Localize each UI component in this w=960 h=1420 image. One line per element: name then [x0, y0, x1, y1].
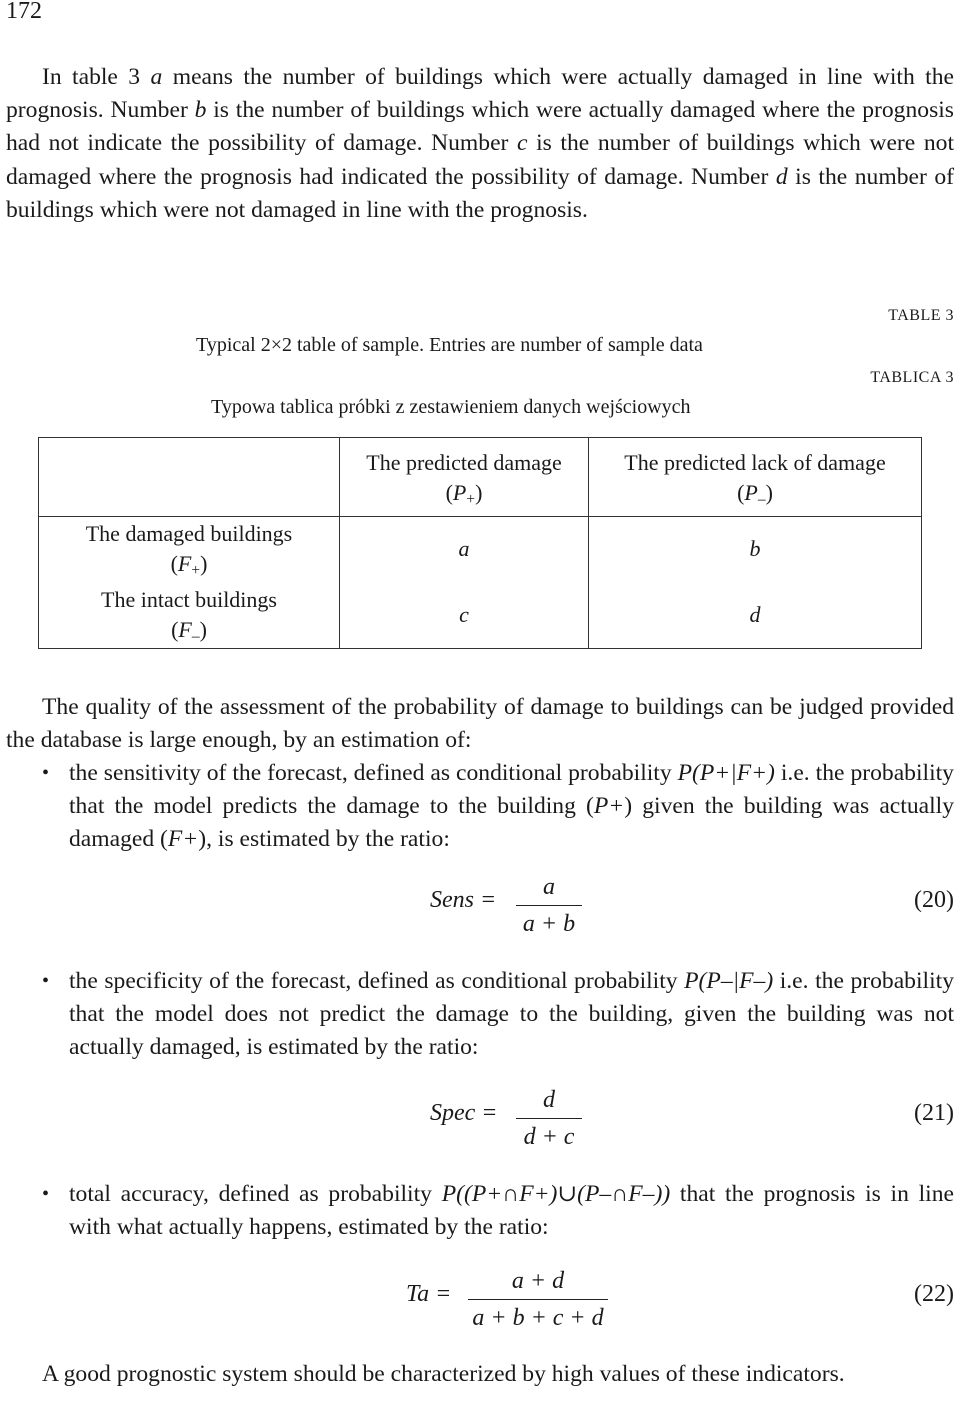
intro-paragraph: In table 3 a means the number of buildings which were actually damaged in line with the prognosis. Number b is the number of buildings which were actually damaged where the prognosis had not indicate the possibility of damage. Number c is the number of buildings which were not damaged where the prognosis had indicated the possibility of damage. Number d is the number of buildings which were not damaged in line with the prognosis.: [6, 64, 955, 223]
equation-number: (20): [914, 887, 954, 913]
table-label-pl: TABLICA 3: [870, 369, 954, 386]
contingency-table: [38, 437, 922, 649]
table-col-header-predicted-damage: The predicted damage $(P_+)$: [340, 448, 589, 517]
table-col-header-predicted-lack: The predicted lack of damage $(P_-)$: [589, 448, 922, 517]
equation-fraction: a + d a + b + c + d: [468, 1266, 608, 1333]
table-row-header-damaged: The damaged buildings $(F_+)$: [39, 516, 340, 582]
table-corner-cell: [39, 448, 340, 517]
equation-lhs: Spec =: [430, 1100, 498, 1126]
table-cell-c: c: [340, 582, 589, 648]
equation-lhs: Ta =: [406, 1281, 452, 1307]
bullet-accuracy: total accuracy, defined as probability P((P+∩F+)∪(P–∩F–)) that the prognosis is in line with what actually happens, estimated by the ratio:: [69, 1181, 954, 1240]
bullet-specificity: the specificity of the forecast, defined as conditional probability P(P–|F–) i.e. the probability that the model does not predict the damage to the building, given the building was not actually damaged, is estimated by the ratio:: [69, 968, 954, 1060]
bullet-marker: •: [42, 970, 50, 992]
table-caption-en: Typical 2×2 table of sample. Entries are number of sample data: [196, 334, 703, 356]
equation-fraction: a a + b: [516, 872, 582, 939]
bullet-marker: •: [42, 762, 50, 784]
equation-fraction: d d + c: [516, 1085, 582, 1152]
equation-lhs: Sens =: [430, 887, 497, 913]
table-caption-pl: Typowa tablica próbki z zestawieniem danych wejściowych: [211, 396, 691, 418]
table-cell-a: a: [340, 516, 589, 582]
table-row-header-intact: The intact buildings $(F_-)$: [39, 582, 340, 648]
bullet-marker: •: [42, 1183, 50, 1205]
conclusion-paragraph: A good prognostic system should be characterized by high values of these indicators.: [42, 1361, 845, 1387]
equation-20: [6, 872, 954, 942]
quality-paragraph: The quality of the assessment of the probability of damage to buildings can be judged provided the database is large enough, by an estimation of:: [6, 694, 954, 754]
equation-22: [6, 1266, 954, 1336]
table-label-en: TABLE 3: [888, 307, 954, 324]
table-cell-d: d: [589, 582, 922, 648]
equation-21: [6, 1085, 954, 1155]
page-number: 172: [6, 0, 42, 24]
equation-number: (21): [914, 1100, 954, 1126]
bullet-sensitivity: the sensitivity of the forecast, defined as conditional probability P(P+|F+) i.e. the probability that the model predicts the damage to the building (P+) given the building was actually damaged (F+), is estimated by the ratio:: [69, 760, 954, 852]
table-cell-b: b: [589, 516, 922, 582]
equation-number: (22): [914, 1281, 954, 1307]
